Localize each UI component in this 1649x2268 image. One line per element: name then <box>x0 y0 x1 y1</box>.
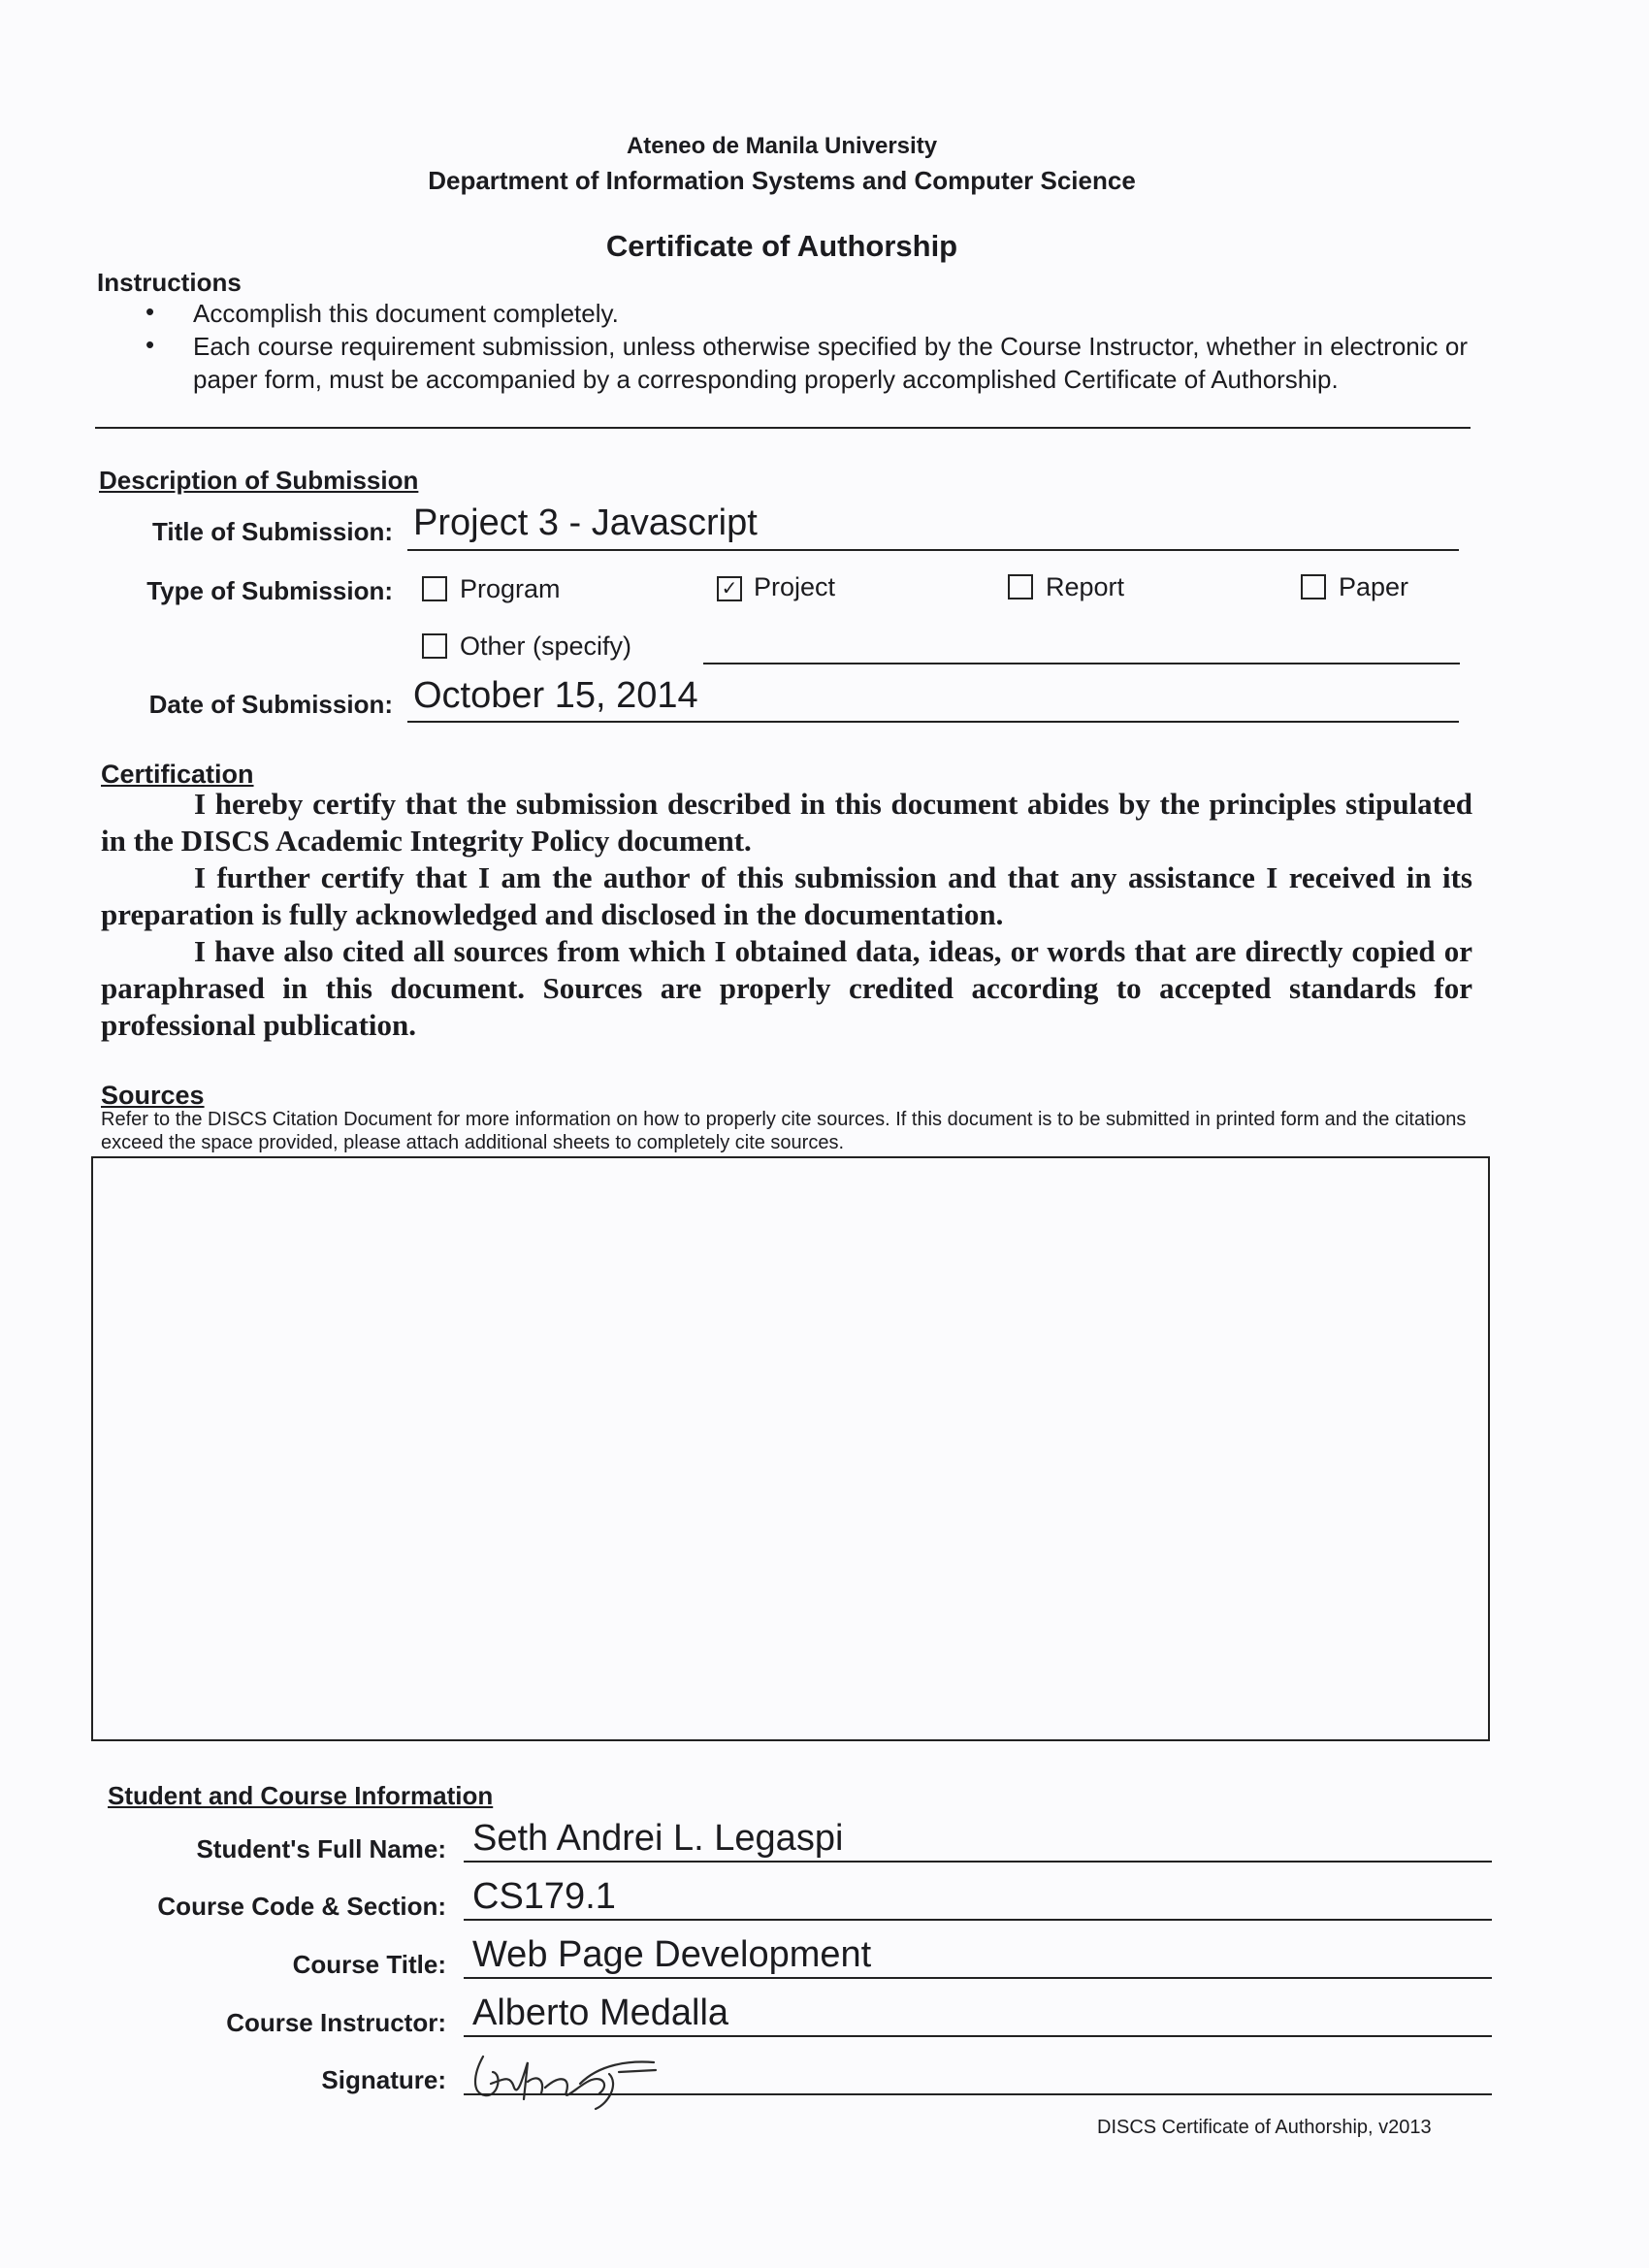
instruction-item: Accomplish this document completely. <box>193 299 619 328</box>
university-name: Ateneo de Manila University <box>626 133 938 159</box>
checkbox-other[interactable] <box>422 633 447 659</box>
checkbox-project[interactable] <box>717 576 742 601</box>
course-code-label: Course Code & Section: <box>157 1892 446 1921</box>
instructor-underline <box>464 2035 1492 2037</box>
certification-paragraph: I further certify that I am the author of this submission and that any assistance I received in its preparation is fully acknowledged and disclosed in the documentation. <box>101 860 1472 931</box>
check-mark-icon: ✓ <box>721 578 738 599</box>
page-title: Certificate of Authorship <box>605 229 958 263</box>
sources-box[interactable] <box>91 1156 1490 1741</box>
description-heading: Description of Submission <box>99 466 419 495</box>
signature-label: Signature: <box>321 2065 446 2094</box>
checkbox-label-report: Report <box>1046 572 1125 601</box>
course-title-label: Course Title: <box>292 1950 446 1979</box>
name-label: Student's Full Name: <box>196 1834 446 1863</box>
instructor-label: Course Instructor: <box>226 2008 446 2037</box>
certification-paragraph: I have also cited all sources from which I obtained data, ideas, or words that are directly copied or paraphrased in this document. Sources are properly credited according to accepted standards for professional publication. <box>101 934 1472 1042</box>
name-value: Seth Andrei L. Legaspi <box>472 1818 844 1859</box>
course-code-value: CS179.1 <box>472 1876 616 1917</box>
other-specify-underline <box>703 663 1460 664</box>
department-name: Department of Information Systems and Computer Science <box>428 166 1136 195</box>
footer-version: DISCS Certificate of Authorship, v2013 <box>1097 2117 1432 2138</box>
certification-text <box>101 786 1472 1044</box>
instructions-heading: Instructions <box>97 268 242 297</box>
instructor-value: Alberto Medalla <box>472 1993 729 2033</box>
instruction-item: Each course requirement submission, unless otherwise specified by the Course Instructor, whether in electronic or paper form, must be accompanied by a corresponding properly accomplished Certificate of Authorship. <box>193 332 1468 394</box>
certification-heading: Certification <box>101 760 254 789</box>
checkbox-label-program: Program <box>460 574 561 603</box>
bullet-icon: • <box>146 330 155 359</box>
checkbox-label-other: Other (specify) <box>460 632 632 661</box>
sources-note: Refer to the DISCS Citation Document for more information on how to properly cite sources. If this document is to be submitted in printed form and the citations exceed the space provided, please attach additional sheets to completely cite sources. <box>101 1109 1467 1153</box>
date-underline <box>407 721 1459 723</box>
sources-heading: Sources <box>101 1081 205 1110</box>
checkbox-program[interactable] <box>422 576 447 601</box>
bullet-icon: • <box>146 297 155 326</box>
title-label: Title of Submission: <box>152 517 393 546</box>
signature-underline <box>464 2093 1492 2095</box>
course-title-underline <box>464 1977 1492 1979</box>
date-label: Date of Submission: <box>148 690 393 719</box>
student-info-heading: Student and Course Information <box>108 1781 494 1810</box>
course-title-value: Web Page Development <box>472 1934 872 1975</box>
title-underline <box>407 549 1459 551</box>
checkbox-report[interactable] <box>1008 574 1033 599</box>
signature-scribble <box>464 2045 677 2113</box>
date-value: October 15, 2014 <box>413 675 698 716</box>
type-label: Type of Submission: <box>146 576 393 605</box>
certification-paragraph: I hereby certify that the submission described in this document abides by the principles stipulated in the DISCS Academic Integrity Policy document. <box>101 787 1472 858</box>
title-value: Project 3 - Javascript <box>413 502 758 543</box>
name-underline <box>464 1861 1492 1863</box>
checkbox-paper[interactable] <box>1301 574 1326 599</box>
checkbox-label-paper: Paper <box>1339 572 1409 601</box>
checkbox-label-project: Project <box>754 572 836 601</box>
course-code-underline <box>464 1919 1492 1921</box>
divider <box>95 427 1471 429</box>
